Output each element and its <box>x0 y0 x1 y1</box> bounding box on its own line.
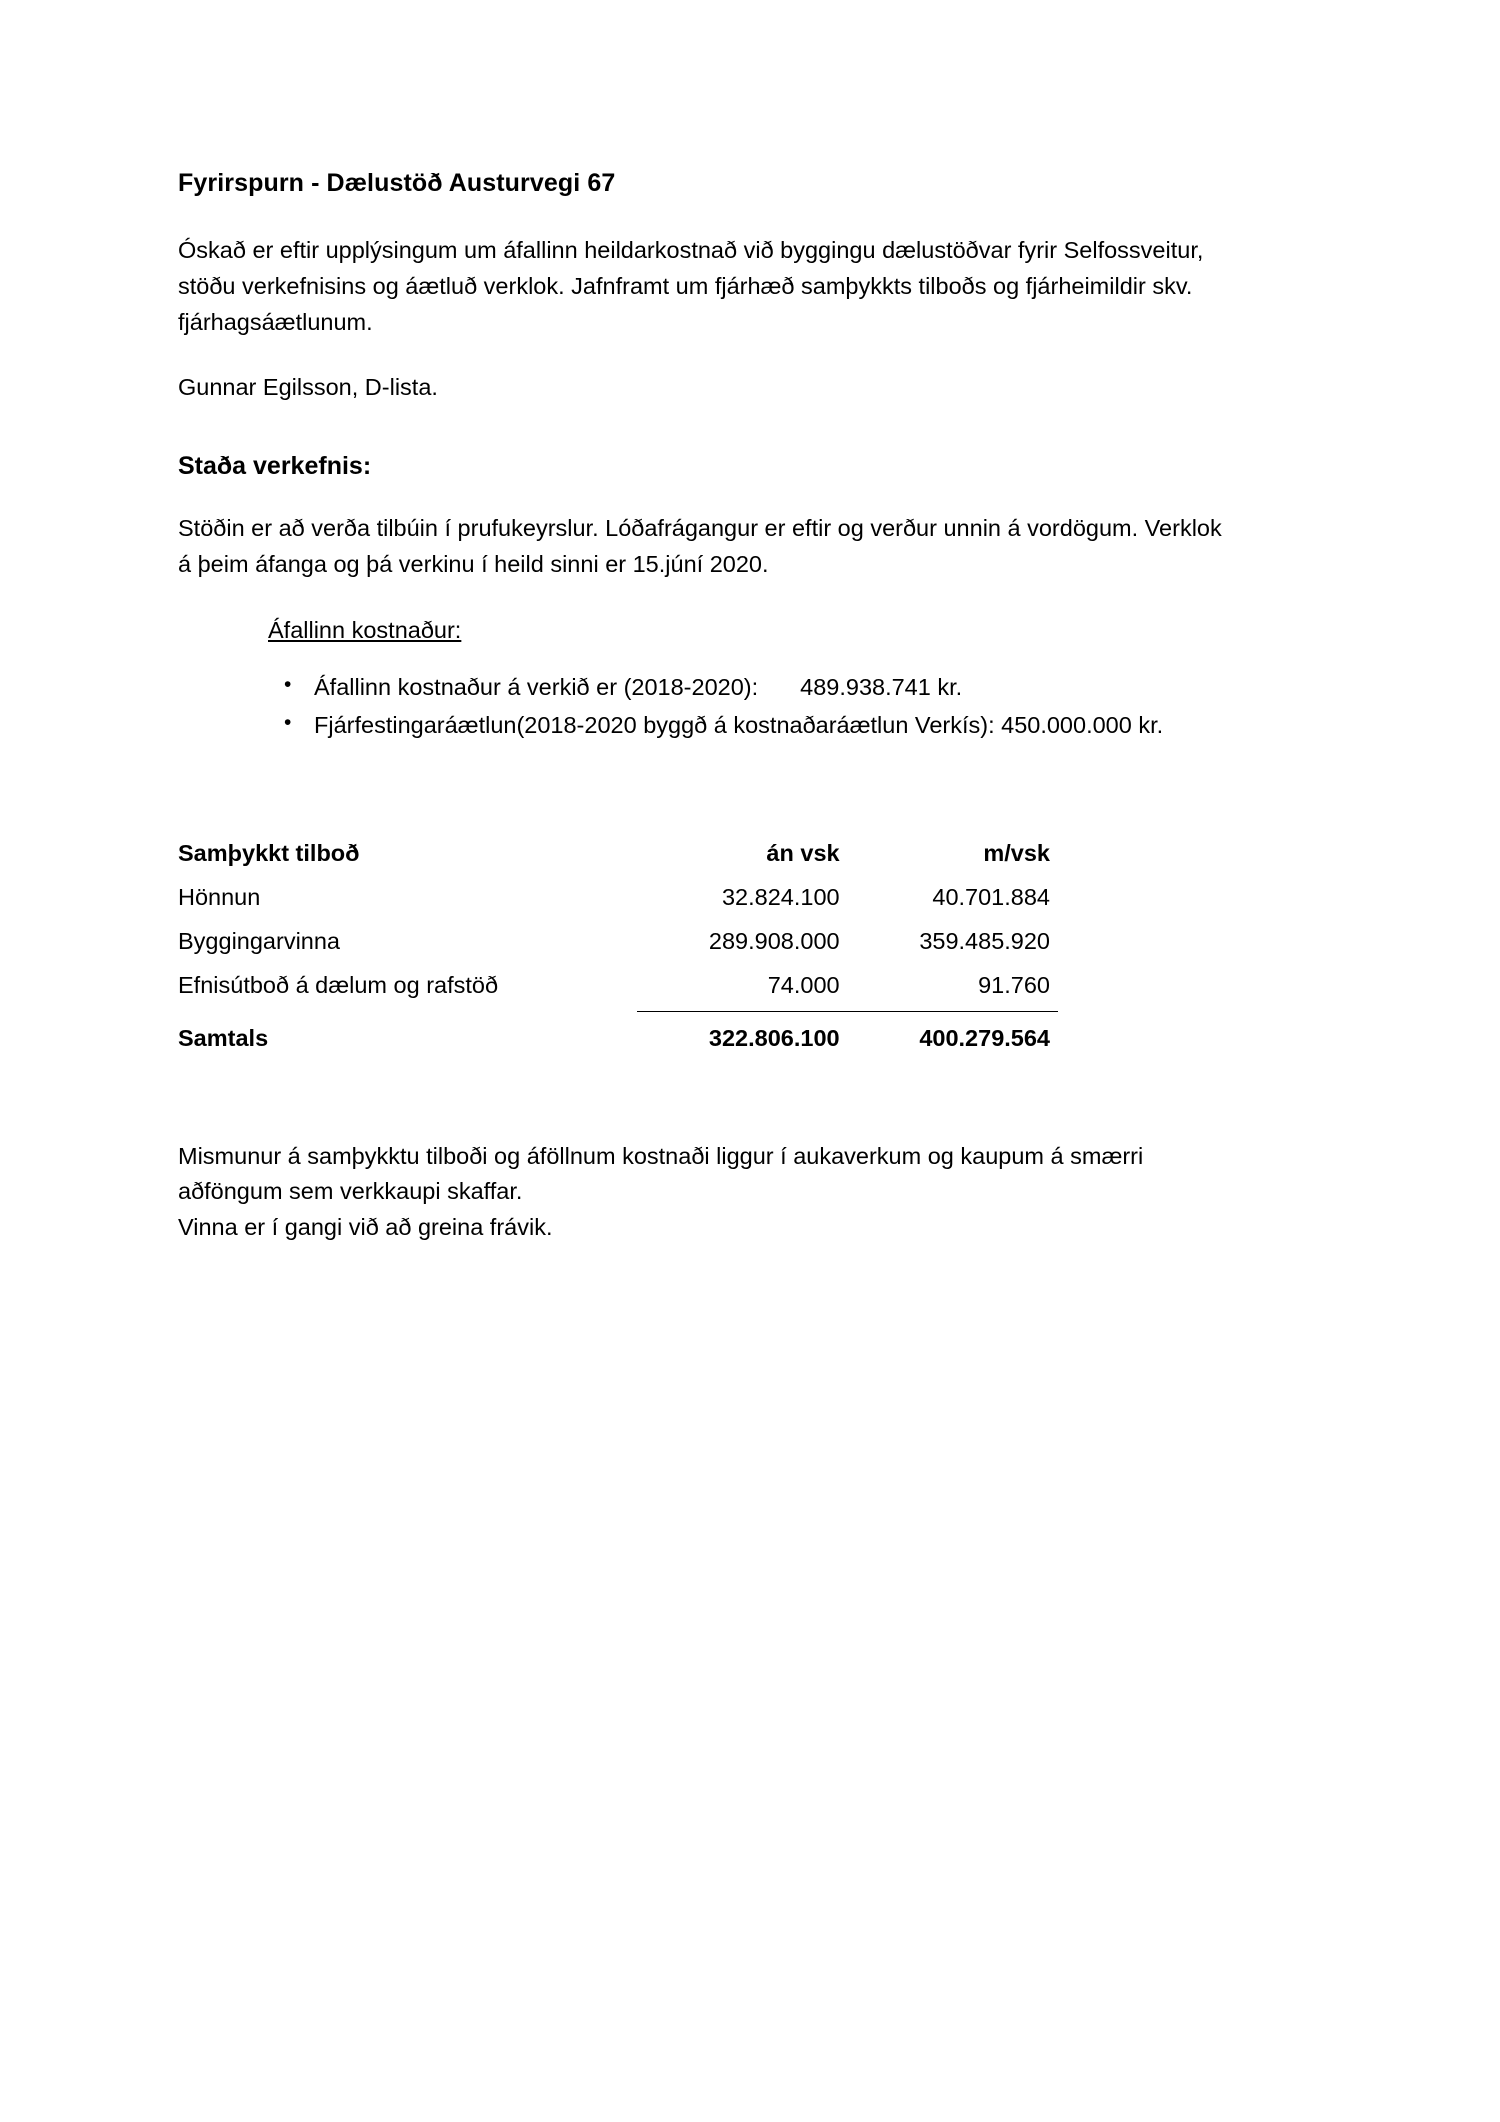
table-body <box>178 876 1058 1061</box>
cell-net: 289.908.000 <box>708 927 840 954</box>
table-row <box>178 876 1058 920</box>
cell-net: 74.000 <box>637 964 847 1012</box>
column-header-gross: m/vsk <box>983 839 1050 866</box>
list-item <box>314 706 1322 744</box>
cell-label: Hönnun <box>178 883 261 910</box>
table-row <box>178 920 1058 964</box>
cell-total-gross: 400.279.564 <box>919 1024 1050 1051</box>
cell-label: Byggingarvinna <box>178 927 340 954</box>
cell-gross: 91.760 <box>848 964 1058 1012</box>
table-row <box>178 964 1058 1012</box>
status-paragraph: Stöðin er að verða tilbúin í prufukeyrslur. Lóðafrágangur er eftir og verður unnin á vordögum. Verklok á þeim áfanga og þá verkinu í heild sinni er 15.júní 2020. <box>178 515 1222 577</box>
column-header-net: án vsk <box>766 839 840 866</box>
cell-label: Efnisútboð á dælum og rafstöð <box>178 972 499 999</box>
page-title: Fyrirspurn - Dælustöð Austurvegi 67 <box>178 169 616 197</box>
list-item <box>314 668 1322 706</box>
bullet-text: Fjárfestingaráætlun(2018-2020 byggð á kostnaðaráætlun Verkís): 450.000.000 kr. <box>314 711 1164 738</box>
cell-net: 32.824.100 <box>721 883 840 910</box>
cell-gross: 40.701.884 <box>932 883 1050 910</box>
closing-block <box>178 1139 1322 1246</box>
intro-paragraph: Óskað er eftir upplýsingum um áfallinn heildarkostnað við byggingu dælustöðvar fyrir Selfossveitur, stöðu verkefnisins og áætluð verklok. Jafnframt um fjárhæð samþykkts tilboðs og fjárheimildir skv. fjárhagsáætlunum. <box>178 237 1204 335</box>
table-total-row <box>178 1011 1058 1061</box>
cell-total-label: Samtals <box>178 1024 269 1051</box>
cell-total-net: 322.806.100 <box>708 1024 840 1051</box>
bullet-value: 489.938.741 kr. <box>800 673 963 700</box>
cost-bullet-list <box>268 668 1322 744</box>
closing-paragraph: Mismunur á samþykktu tilboði og áföllnum kostnaði liggur í aukaverkum og kaupum á smærri aðföngum sem verkkaupi skaffar. <box>178 1142 1144 1205</box>
closing-line-2: Vinna er í gangi við að greina frávik. <box>178 1214 553 1241</box>
author-line: Gunnar Egilsson, D-lista. <box>178 374 438 401</box>
cost-subheading: Áfallinn kostnaður: <box>268 616 462 643</box>
bullet-text: Áfallinn kostnaður á verkið er (2018-2020): <box>314 673 759 700</box>
approved-bid-table <box>178 832 1058 1061</box>
table-header <box>178 832 1058 876</box>
cell-gross: 359.485.920 <box>919 927 1050 954</box>
table-header-row <box>178 832 1058 876</box>
status-heading: Staða verkefnis: <box>178 452 372 481</box>
column-header-label: Samþykkt tilboð <box>178 839 360 866</box>
